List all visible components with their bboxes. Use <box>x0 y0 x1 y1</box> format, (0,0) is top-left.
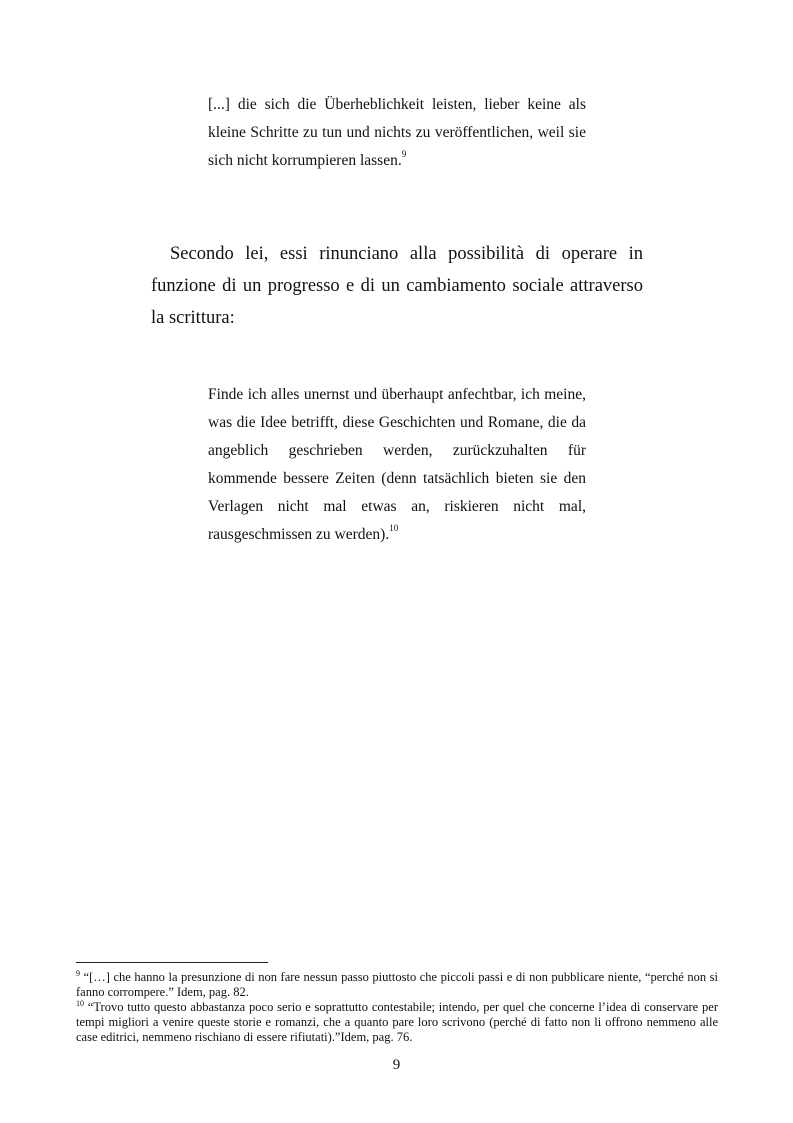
footnote-separator <box>76 962 268 963</box>
footnote-9 <box>76 970 718 1000</box>
body-paragraph <box>151 238 643 334</box>
page-number: 9 <box>392 1057 401 1073</box>
footnote-number: 10 <box>76 998 84 1008</box>
footnote-text: “Trovo tutto questo abbastanza poco serio e soprattutto contestabile; intendo, per quel che concerne l’idea di conservare per tempi migliori a venire queste storie e romanzi, che a quanto pare loro scrivono (perché di fatto non li offrono nemmeno alle case editrici, nemmeno rischiano di essere rifiutati).”Idem, pag. 76. <box>76 1000 718 1044</box>
quote-text: [...] die sich die Überheblichkeit leisten, lieber keine als kleine Schritte zu tun und nichts zu veröffentlichen, weil sie sich nicht korrumpieren lassen. <box>208 96 586 169</box>
footnote-number: 9 <box>76 968 80 978</box>
footnote-10 <box>76 1000 718 1045</box>
block-quote-german-2 <box>208 381 586 549</box>
block-quote-german-1 <box>208 91 586 175</box>
quote-text: Finde ich alles unernst und überhaupt anfechtbar, ich meine, was die Idee betrifft, diese Geschichten und Romane, die da angeblich geschrieben werden, zurückzuhalten für kommende bessere Zeiten (denn tatsächlich bieten sie den Verlagen nicht mal etwas an, riskieren nicht mal, rausgeschmissen zu werden). <box>208 386 586 543</box>
paragraph-text: Secondo lei, essi rinunciano alla possibilità di operare in funzione di un progresso e di un cambiamento sociale attraverso la scrittura: <box>151 244 643 328</box>
footnote-text: “[…] che hanno la presunzione di non fare nessun passo piuttosto che piccoli passi e di non pubblicare niente, “perché non si fanno corrompere.” Idem, pag. 82. <box>76 970 718 999</box>
footnotes-section <box>76 970 718 1045</box>
footnote-reference-9[interactable]: 9 <box>401 148 407 159</box>
footnote-reference-10[interactable]: 10 <box>389 522 399 533</box>
